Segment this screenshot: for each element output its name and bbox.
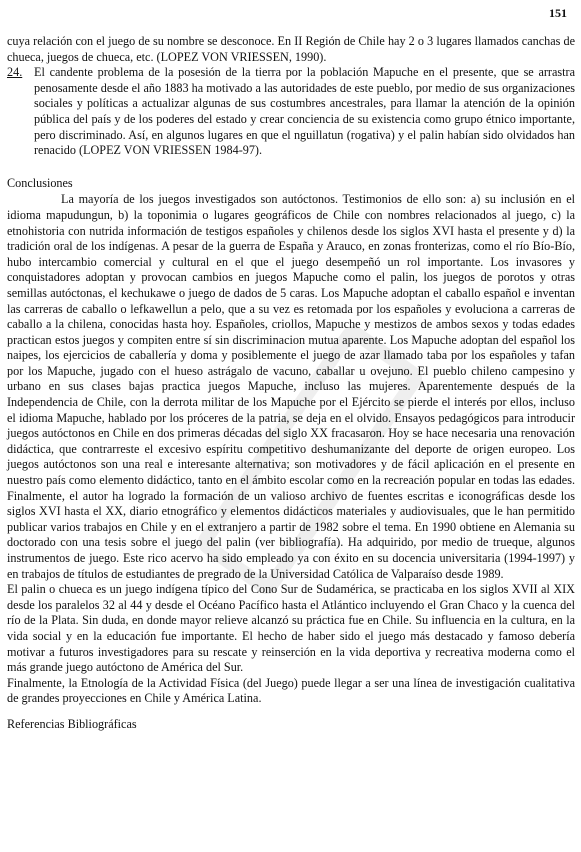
document-page <box>7 34 575 733</box>
footnote-24 <box>7 65 575 159</box>
section-title-references: Referencias Bibliográficas <box>7 716 137 731</box>
conclusions-paragraph-1: La mayoría de los juegos investigados son autóctonos. Testimonios de ello son: a) su inclusión en el idioma mapudungun, b) la toponimia o lugares geográficos de Chile con nombres relacionados al juego, c) la etnohistoria con nutrida información de testigos españoles y chilenos desde los siglos XVI hasta el presente y d) la tradición oral de los indígenas. A pesar de la guerra de España y Arauco, en zonas fronterizas, como el río Bío-Bío, hubo intercambio comercial y cultural en el que el juego desempeñó un rol importante. Los invasores y conquistadores adoptan y provocan cambios en juegos Mapuche como el palin, los juegos de porotos y otras semillas autóctonas, el kechukawe o juego de dados de 5 caras. Los Mapuche adoptan el caballo español e inventan las carreras de caballo o lefkawellun a pelo, que a su vez es retomada por los españoles y evoluciona a carreras de caballo a la chilena, conocidas hasta hoy. Españoles, criollos, Mapuche y mestizos de ambos sexos y todas edades practican estos juegos y compiten entre sí sin discriminacion mutua aparente. Los Mapuche adoptan del español los naipes, los ejercicios de caballería y doma y posiblemente el juego de azar llamado taba por los españoles y tafan por los Mapuche, jugado con el hueso astrágalo de vacuno, caballar u ovejuno. El pueblo chileno campesino y urbano en sus clases bajas practica juegos Mapuche, incluso las mujeres. Aparentemente después de la Independencia de Chile, con la derrota militar de los Mapuche por el Ejército se pierde el interés por ellos, incluso el idioma Mapuche, hablado por los próceres de la patria, se deja en el olvido. Ensayos pedagógicos para introducir juegos autóctonos en Chile en dos primeras décadas del siglo XX fracasaron. Hoy se hace necesaria una renovación didáctica, que contrarreste el excesivo espíritu competitivo deshumanizante del deporte de origen europeo. Los juegos autóctonos son una real e interesante alternativa; son motivadores y de fácil aplicación en el presente en nuestro país como elemento didáctico, tanto en el ámbito escolar como en la recreación popular en todas las edades. Finalmente, el autor ha logrado la formación de un valioso archivo de fuentes escritas e iconográficas desde los siglos XVI hasta el XX, diario etnográfico y elementos didácticos materiales y audiovisuales, que le han permitido publicar varios trabajos en Chile y en el extranjero a partir de 1982 sobre el tema. En 1990 obtiene en Alemania su doctorado con una tesis sobre el juego del palin (ver bibliografía). Ha adquirido, por medio de trueque, algunos instrumentos de juego. Este rico acervo ha sido empleado ya con éxito en su docencia universitaria (1994-1997) y en trabajos de títulos de estudiantes de pregrado de la Universidad Católica de Valparaíso desde 1989. <box>7 192 575 581</box>
section-title-conclusiones: Conclusiones <box>7 175 73 190</box>
conclusions-paragraph-2: El palin o chueca es un juego indígena típico del Cono Sur de Sudamérica, se practicaba en los siglos XVII al XIX desde los paralelos 32 al 44 y desde el Océano Pacífico hasta el Atlántico incluyendo el Gran Chaco y la cuenca del río de la Plata. Sin duda, en donde mayor relieve alcanzó su práctica fue en Chile. Su influencia en la cultura, en la vida social y en la educación fue importante. El hecho de haber sido el juego más destacado y famoso debería motivar a futuros investigadores para su rescate y reinserción en la vida deportiva y recreativa moderna como el más grande juego autóctono de América del Sur. <box>7 582 575 675</box>
note-23-continuation: cuya relación con el juego de su nombre se desconoce. En II Región de Chile hay 2 o 3 lugares llamados canchas de chueca, juegos de chueca, etc. (LOPEZ VON VRIESSEN, 1990). <box>7 34 575 64</box>
conclusions-paragraph-3: Finalmente, la Etnología de la Actividad Física (del Juego) puede llegar a ser una línea de investigación cualitativa de grandes proyecciones en Chile y América Latina. <box>7 675 575 706</box>
footnote-24-text: El candente problema de la posesión de la tierra por la población Mapuche en el presente, que se arrastra penosamente desde el año 1883 ha motivado a las autoridades de este pueblo, por medio de sus organizaciones sociales y políticas a actualizar algunas de sus costumbres ancestrales, para llamar la atención de la opinión pública del país y de los poderes del estado y crear conciencia de su existencia como grupo étnico importante, pero discriminado. Así, en algunos lugares en que el nguillatun (rogativa) y el palin habían sido olvidados han renacido (LOPEZ VON VRIESSEN 1984-97). <box>34 65 575 158</box>
footnote-24-number: 24. <box>7 65 23 80</box>
page-number: 151 <box>549 6 567 20</box>
